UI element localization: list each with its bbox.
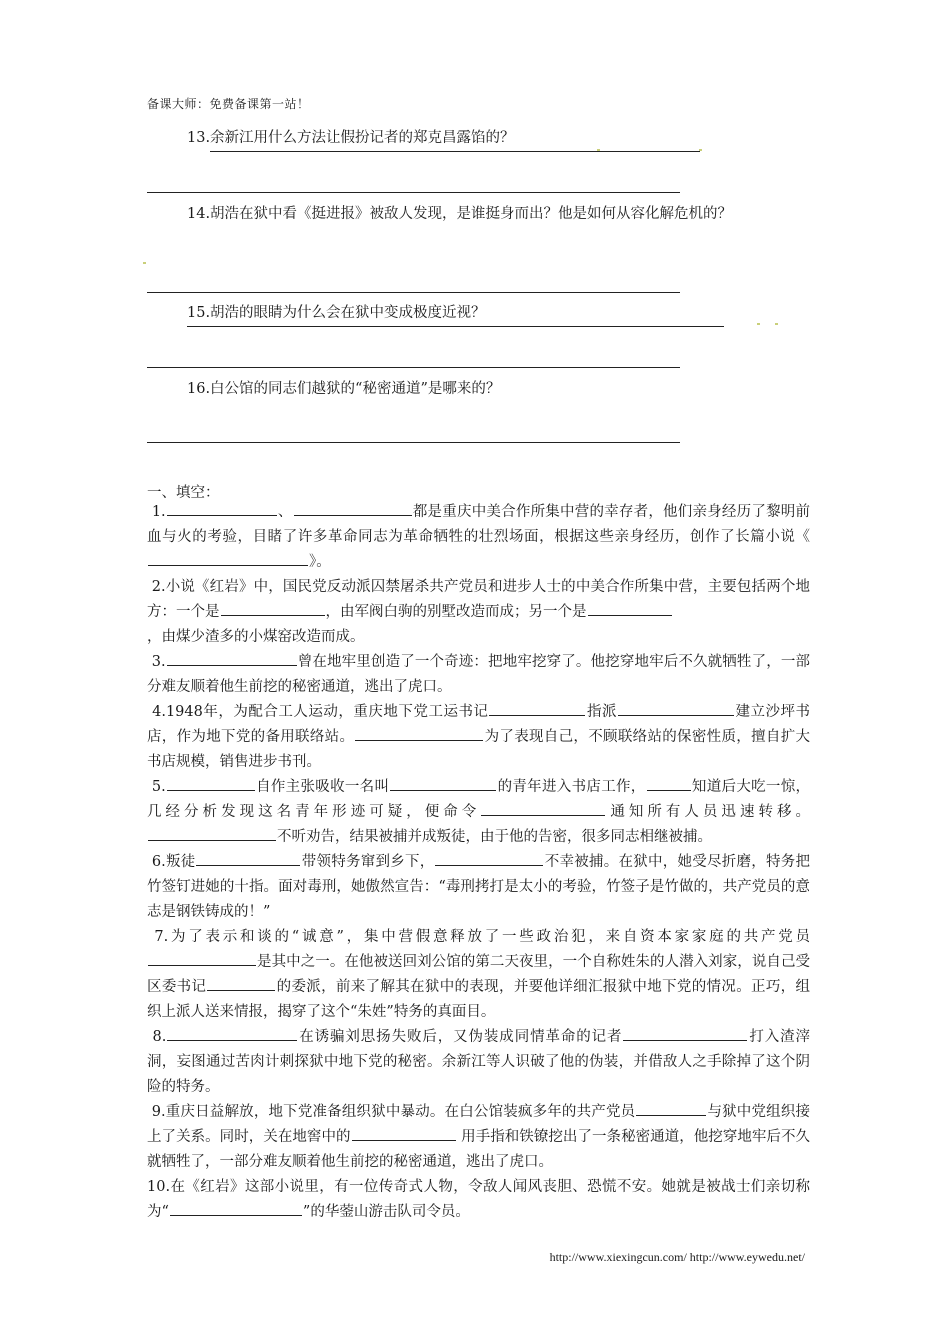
answer-line bbox=[210, 151, 700, 152]
answer-line bbox=[147, 192, 680, 193]
question-14: 14.胡浩在狱中看《挺进报》被敌人发现，是谁挺身而出？他是如何从容化解危机的？ bbox=[187, 206, 733, 222]
fill-item-9: 9.重庆日益解放，地下党准备组织狱中暴动。在白公馆装疯多年的共产党员 与狱中党组织接上了关系。同时，关在地窖中的 用手指和铁镣挖出了一条秘密通道，他挖穿地牢后不久就牺牲了，一部分难友顺着他生前挖的秘密通道，逃出了虎口。 bbox=[147, 1100, 810, 1175]
fill-item-6: 6.叛徒 带领特务窜到乡下， 不幸被捕。在狱中，她受尽折磨，特务把竹签钉进她的十指。面对毒刑，她傲然宣告：“毒刑拷打是太小的考验，竹签子是竹做的，共产党员的意志是钢铁铸成的！” bbox=[147, 850, 810, 925]
answer-line bbox=[147, 292, 680, 293]
blank[interactable] bbox=[148, 951, 256, 966]
blank[interactable] bbox=[148, 826, 276, 841]
question-15: 15.胡浩的眼睛为什么会在狱中变成极度近视？ bbox=[187, 305, 486, 321]
blank[interactable] bbox=[636, 1101, 706, 1116]
fill-item-3: 3. 曾在地牢里创造了一个奇迹：把地牢挖穿了。他挖穿地牢后不久就牺牲了，一部分难友顺着他生前挖的秘密通道，逃出了虎口。 bbox=[147, 650, 810, 700]
blank[interactable] bbox=[623, 1026, 747, 1041]
blank[interactable] bbox=[435, 851, 543, 866]
blank[interactable] bbox=[390, 776, 496, 791]
blank[interactable] bbox=[170, 1201, 302, 1216]
fill-item-7: 7.为了表示和谈的“诚意”，集中营假意释放了一些政治犯，来自资本家家庭的共产党员是其中之一。在他被送回刘公馆的第二天夜里，一个自称姓朱的人潜入刘家，说自己受区委书记 的委派，前来了解其在狱中的表现，并要他详细汇报狱中地下党的情况。正巧，组织上派人送来情报，揭穿了这个“朱姓”特务的真面目。 bbox=[147, 929, 811, 1020]
blank[interactable] bbox=[481, 801, 605, 816]
fill-item-10: 10.在《红岩》这部小说里，有一位传奇式人物，令敌人闻风丧胆、恐慌不安。她就是被战士们亲切称为“ ”的华蓥山游击队司令员。 bbox=[147, 1179, 810, 1220]
scan-dot bbox=[597, 149, 600, 151]
blank[interactable] bbox=[196, 851, 300, 866]
question-13: 13.余新江用什么方法让假扮记者的郑克昌露馅的？ bbox=[187, 130, 515, 146]
scan-dot bbox=[775, 323, 778, 325]
blank[interactable] bbox=[588, 601, 672, 616]
blank[interactable] bbox=[167, 1026, 297, 1041]
scan-dot bbox=[757, 323, 760, 325]
question-16: 16.白公馆的同志们越狱的“秘密通道”是哪来的？ bbox=[187, 381, 501, 397]
blank[interactable] bbox=[647, 776, 691, 791]
blank[interactable] bbox=[352, 1126, 456, 1141]
blank[interactable] bbox=[167, 776, 255, 791]
blank[interactable] bbox=[148, 551, 308, 566]
blank[interactable] bbox=[167, 501, 277, 516]
fill-item-8: 8. 在诱骗刘思扬失败后，又伪装成同情革命的记者 打入渣滓洞，妄图通过苦肉计刺探狱中地下党的秘密。余新江等人识破了他的伪装，并借敌人之手除掉了这个阴险的特务。 bbox=[147, 1025, 810, 1100]
blank[interactable] bbox=[221, 601, 325, 616]
fill-item-2: 2.小说《红岩》中，国民党反动派囚禁屠杀共产党员和进步人士的中美合作所集中营，主要包括两个地方：一个是 ，由军阀白驹的别墅改造而成；另一个是 ，由煤少渣多的小煤窑改造而成。 bbox=[147, 579, 810, 645]
blank[interactable] bbox=[355, 726, 483, 741]
blank[interactable] bbox=[618, 701, 734, 716]
answer-line bbox=[147, 367, 680, 368]
blank[interactable] bbox=[207, 976, 275, 991]
section-title: 一、填空： bbox=[147, 485, 220, 501]
scan-dot bbox=[699, 149, 702, 151]
answer-line bbox=[187, 326, 724, 327]
fill-item-1: 1. 、 都是重庆中美合作所集中营的幸存者，他们亲身经历了黎明前血与火的考验，目睹了许多革命同志为革命牺牲的壮烈场面，根据这些亲身经历，创作了长篇小说《》。 bbox=[147, 500, 810, 575]
footer-urls: http://www.xiexingcun.com/ http://www.eywedu.net/ bbox=[549, 1250, 805, 1264]
answer-line bbox=[147, 442, 680, 443]
blank[interactable] bbox=[167, 651, 297, 666]
blank[interactable] bbox=[294, 501, 412, 516]
blank[interactable] bbox=[489, 701, 585, 716]
fill-item-5: 5. 自作主张吸收一名叫 的青年进入书店工作， 知道后大吃一惊，几经分析发现这名青年形迹可疑，便命令 通知所有人员迅速转移。不听劝告，结果被捕并成叛徒，由于他的告密，很多同志相继被捕。 bbox=[147, 775, 810, 850]
scan-dot bbox=[143, 262, 146, 264]
header-site-text: 备课大师：免费备课第一站！ bbox=[147, 97, 310, 111]
fill-item-4: 4.1948年，为配合工人运动，重庆地下党工运书记 指派 建立沙坪书店，作为地下党的备用联络站。 为了表现自己，不顾联络站的保密性质，擅自扩大书店规模，销售进步书刊。 bbox=[147, 700, 810, 775]
